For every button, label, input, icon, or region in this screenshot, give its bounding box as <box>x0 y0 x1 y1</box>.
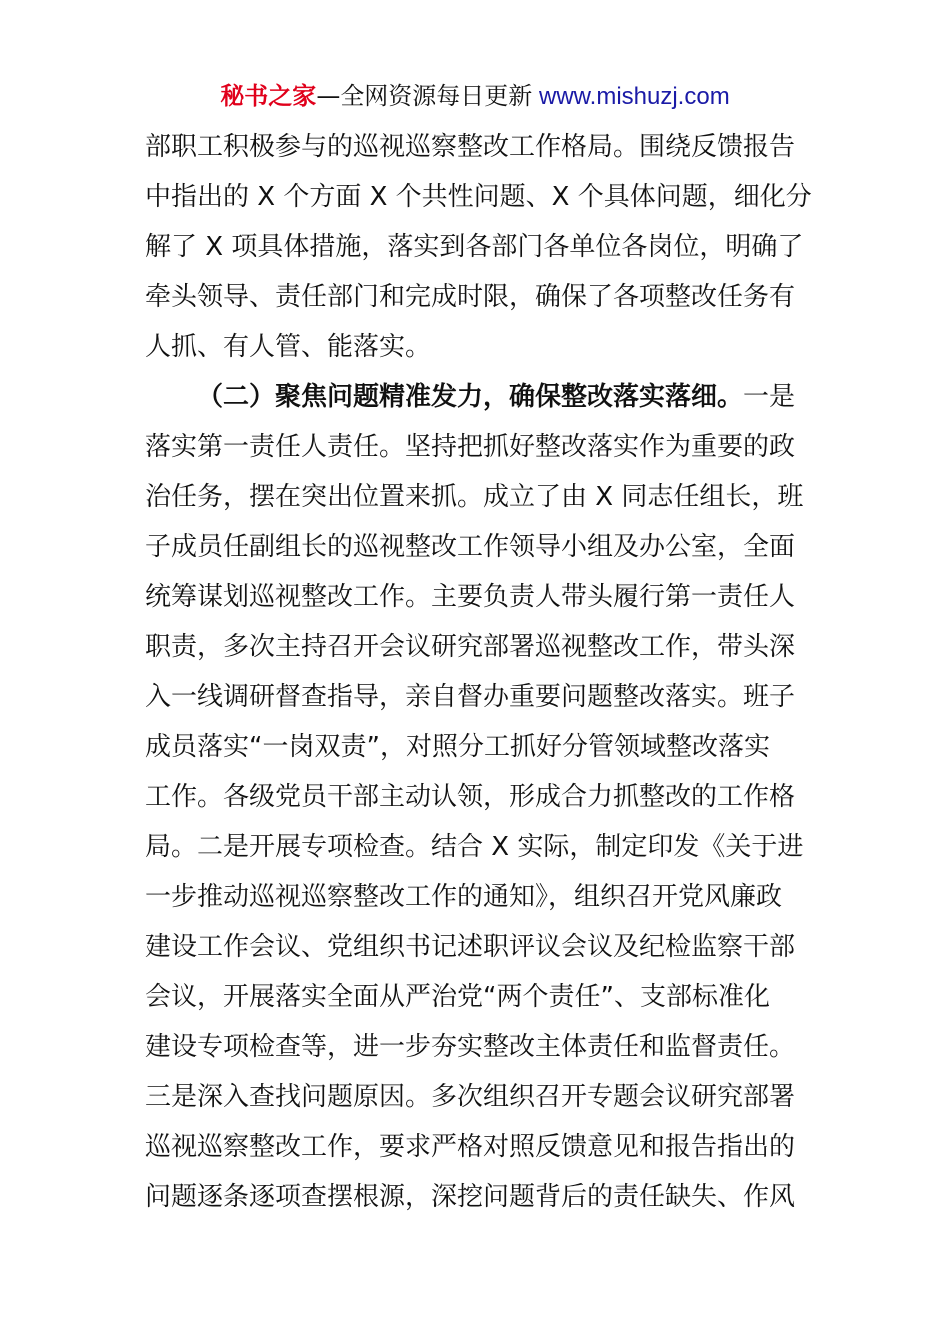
body-line: 入一线调研督查指导，亲自督办重要问题整改落实。班子 <box>145 682 796 712</box>
body-line: 部职工积极参与的巡视巡察整改工作格局。围绕反馈报告 <box>145 132 796 162</box>
body-line: 会议，开展落实全面从严治党“两个责任”、支部标准化 <box>145 982 770 1012</box>
body-line: 解了 X 项具体措施，落实到各部门各单位各岗位，明确了 <box>145 232 804 262</box>
site-header <box>0 78 950 115</box>
body-line: 建设工作会议、党组织书记述职评议会议及纪检监察干部 <box>145 932 796 962</box>
site-tagline: —全网资源每日更新 <box>316 82 533 110</box>
body-line: 工作。各级党员干部主动认领，形成合力抓整改的工作格 <box>145 782 796 812</box>
body-line: 子成员任副组长的巡视整改工作领导小组及办公室，全面 <box>145 532 796 562</box>
body-line: 职责，多次主持召开会议研究部署巡视整改工作，带头深 <box>145 632 796 662</box>
site-brand: 秘书之家 <box>220 82 317 110</box>
section-heading <box>197 372 795 422</box>
section-heading-rest: 一是 <box>743 382 796 412</box>
body-line: 牵头领导、责任部门和完成时限，确保了各项整改任务有 <box>145 282 796 312</box>
body-line: 中指出的 X 个方面 X 个共性问题、X 个具体问题，细化分 <box>145 182 812 212</box>
body-line: 问题逐条逐项查摆根源，深挖问题背后的责任缺失、作风 <box>145 1182 796 1212</box>
section-heading-bold: （二）聚焦问题精准发力，确保整改落实落细。 <box>197 382 744 412</box>
body-line: 局。二是开展专项检查。结合 X 实际，制定印发《关于进 <box>145 832 804 862</box>
body-line: 落实第一责任人责任。坚持把抓好整改落实作为重要的政 <box>145 432 796 462</box>
body-line: 巡视巡察整改工作，要求严格对照反馈意见和报告指出的 <box>145 1132 796 1162</box>
body-line: 人抓、有人管、能落实。 <box>145 332 432 362</box>
body-line: 成员落实“一岗双责”，对照分工抓好分管领域整改落实 <box>145 732 770 762</box>
body-line: 三是深入查找问题原因。多次组织召开专题会议研究部署 <box>145 1082 796 1112</box>
body-line: 统筹谋划巡视整改工作。主要负责人带头履行第一责任人 <box>145 582 796 612</box>
site-url-link[interactable]: www.mishuzj.com <box>532 83 730 110</box>
body-line: 治任务，摆在突出位置来抓。成立了由 X 同志任组长，班 <box>145 482 804 512</box>
body-line: 建设专项检查等，进一步夯实整改主体责任和监督责任。 <box>145 1032 796 1062</box>
body-line: 一步推动巡视巡察整改工作的通知》，组织召开党风廉政 <box>145 882 783 912</box>
